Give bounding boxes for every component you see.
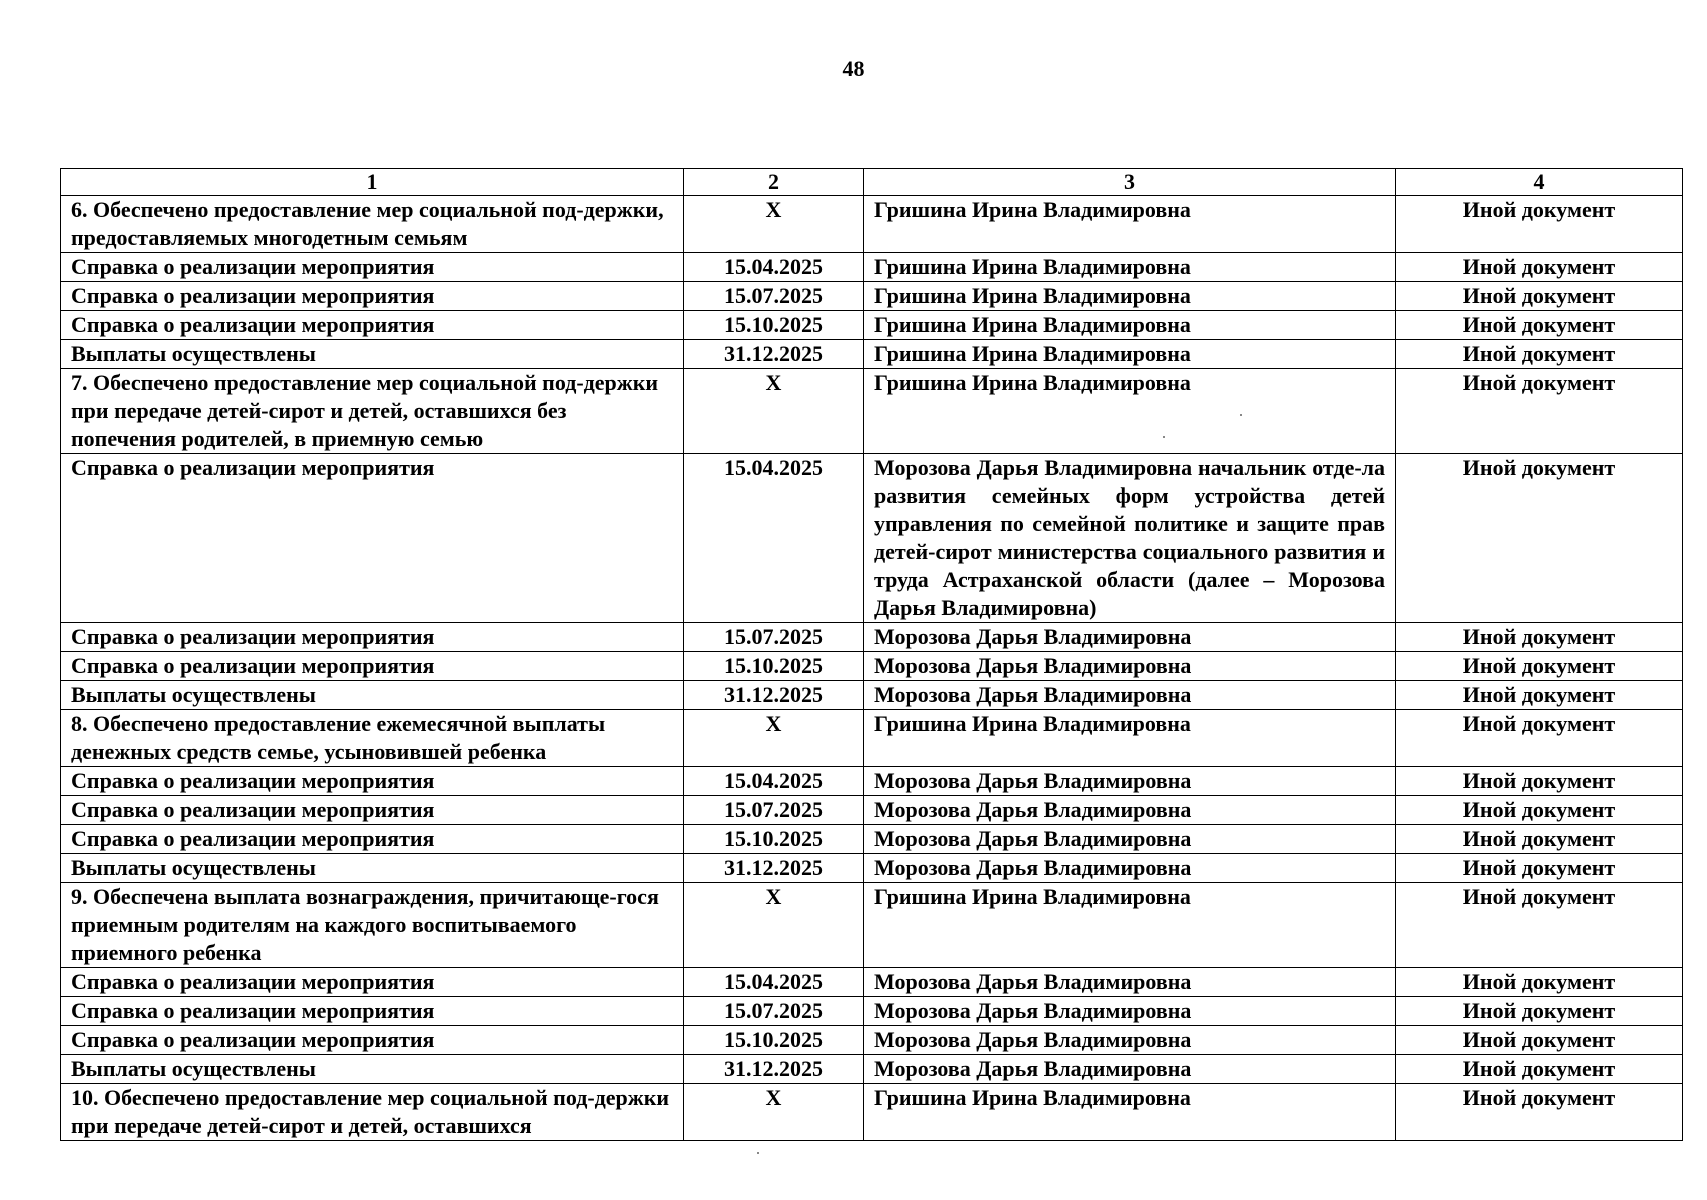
responsible-cell: Морозова Дарья Владимировна [864, 997, 1396, 1026]
document-type-cell: Иной документ [1396, 340, 1683, 369]
document-type-cell: Иной документ [1396, 454, 1683, 623]
table-row [61, 311, 1683, 340]
date-cell: 15.10.2025 [684, 652, 864, 681]
responsible-cell: Морозова Дарья Владимировна [864, 825, 1396, 854]
table-row [61, 454, 1683, 623]
date-cell: 15.07.2025 [684, 796, 864, 825]
date-cell: 15.04.2025 [684, 968, 864, 997]
table-row [61, 681, 1683, 710]
scan-speck [1240, 414, 1242, 416]
page-number: 48 [842, 56, 865, 81]
responsible-cell: Гришина Ирина Владимировна [864, 196, 1396, 253]
date-cell: X [684, 710, 864, 767]
table-row [61, 652, 1683, 681]
responsible-cell: Гришина Ирина Владимировна [864, 282, 1396, 311]
event-cell: Справка о реализации мероприятия [61, 454, 684, 623]
table-row [61, 997, 1683, 1026]
event-cell: Справка о реализации мероприятия [61, 767, 684, 796]
document-type-cell: Иной документ [1396, 1084, 1683, 1141]
document-type-cell: Иной документ [1396, 369, 1683, 454]
document-type-cell: Иной документ [1396, 311, 1683, 340]
event-cell: 7. Обеспечено предоставление мер социальной под-держки при передаче детей-сирот и детей, оставшихся без попечения родителей, в приемную семью [61, 369, 684, 454]
document-type-cell: Иной документ [1396, 681, 1683, 710]
table-row [61, 1055, 1683, 1084]
date-cell: 31.12.2025 [684, 681, 864, 710]
column-number: 2 [684, 169, 864, 196]
event-cell: Справка о реализации мероприятия [61, 1026, 684, 1055]
date-cell: 15.04.2025 [684, 253, 864, 282]
responsible-cell: Гришина Ирина Владимировна [864, 1084, 1396, 1141]
document-type-cell: Иной документ [1396, 710, 1683, 767]
responsible-cell: Морозова Дарья Владимировна начальник отде-ла развития семейных форм устройства детей управления по семейной политике и защите прав детей-сирот министерства социального развития и труда Астраханской области (далее – Морозова Дарья Владимировна) [864, 454, 1396, 623]
date-cell: 15.04.2025 [684, 454, 864, 623]
event-cell: Справка о реализации мероприятия [61, 623, 684, 652]
date-cell: 31.12.2025 [684, 340, 864, 369]
scan-speck [1163, 436, 1165, 438]
date-cell: 15.07.2025 [684, 623, 864, 652]
table-row [61, 282, 1683, 311]
event-cell: Выплаты осуществлены [61, 1055, 684, 1084]
event-cell: Справка о реализации мероприятия [61, 652, 684, 681]
responsible-cell: Гришина Ирина Владимировна [864, 883, 1396, 968]
event-cell: Справка о реализации мероприятия [61, 825, 684, 854]
date-cell: X [684, 369, 864, 454]
document-type-cell: Иной документ [1396, 196, 1683, 253]
responsible-cell: Морозова Дарья Владимировна [864, 652, 1396, 681]
table-row [61, 854, 1683, 883]
responsible-cell: Гришина Ирина Владимировна [864, 311, 1396, 340]
responsible-cell: Морозова Дарья Владимировна [864, 1026, 1396, 1055]
event-cell: Справка о реализации мероприятия [61, 253, 684, 282]
date-cell: 15.07.2025 [684, 997, 864, 1026]
document-type-cell: Иной документ [1396, 1055, 1683, 1084]
table-row [61, 796, 1683, 825]
event-cell: Справка о реализации мероприятия [61, 311, 684, 340]
date-cell: 15.04.2025 [684, 767, 864, 796]
document-type-cell: Иной документ [1396, 997, 1683, 1026]
date-cell: X [684, 1084, 864, 1141]
table-row [61, 369, 1683, 454]
table-row [61, 623, 1683, 652]
event-cell: Справка о реализации мероприятия [61, 997, 684, 1026]
date-cell: 15.07.2025 [684, 282, 864, 311]
document-type-cell: Иной документ [1396, 1026, 1683, 1055]
table-row [61, 825, 1683, 854]
table-row [61, 340, 1683, 369]
date-cell: 15.10.2025 [684, 311, 864, 340]
date-cell: 31.12.2025 [684, 854, 864, 883]
document-type-cell: Иной документ [1396, 623, 1683, 652]
table-row [61, 1026, 1683, 1055]
document-type-cell: Иной документ [1396, 854, 1683, 883]
table-row [61, 1084, 1683, 1141]
responsible-cell: Гришина Ирина Владимировна [864, 710, 1396, 767]
responsible-cell: Гришина Ирина Владимировна [864, 340, 1396, 369]
date-cell: 15.10.2025 [684, 1026, 864, 1055]
event-cell: Справка о реализации мероприятия [61, 282, 684, 311]
table-row [61, 968, 1683, 997]
responsible-cell: Морозова Дарья Владимировна [864, 767, 1396, 796]
table-row [61, 767, 1683, 796]
responsible-cell: Морозова Дарья Владимировна [864, 968, 1396, 997]
event-cell: Выплаты осуществлены [61, 854, 684, 883]
table-row [61, 196, 1683, 253]
table-body [61, 196, 1683, 1141]
document-type-cell: Иной документ [1396, 968, 1683, 997]
event-cell: 10. Обеспечено предоставление мер социальной под-держки при передаче детей-сирот и детей, оставшихся [61, 1084, 684, 1141]
table-row [61, 710, 1683, 767]
document-type-cell: Иной документ [1396, 825, 1683, 854]
event-cell: 6. Обеспечено предоставление мер социальной под-держки, предоставляемых многодетным семьям [61, 196, 684, 253]
table-row [61, 253, 1683, 282]
responsible-cell: Морозова Дарья Владимировна [864, 796, 1396, 825]
responsible-cell: Гришина Ирина Владимировна [864, 369, 1396, 454]
event-cell: Выплаты осуществлены [61, 681, 684, 710]
document-type-cell: Иной документ [1396, 652, 1683, 681]
event-cell: Выплаты осуществлены [61, 340, 684, 369]
date-cell: X [684, 883, 864, 968]
table-row [61, 883, 1683, 968]
event-cell: Справка о реализации мероприятия [61, 796, 684, 825]
date-cell: X [684, 196, 864, 253]
event-cell: 8. Обеспечено предоставление ежемесячной выплаты денежных средств семье, усыновившей ребенка [61, 710, 684, 767]
document-type-cell: Иной документ [1396, 282, 1683, 311]
column-number: 1 [61, 169, 684, 196]
document-type-cell: Иной документ [1396, 883, 1683, 968]
document-type-cell: Иной документ [1396, 796, 1683, 825]
responsible-cell: Гришина Ирина Владимировна [864, 253, 1396, 282]
responsible-cell: Морозова Дарья Владимировна [864, 623, 1396, 652]
date-cell: 31.12.2025 [684, 1055, 864, 1084]
date-cell: 15.10.2025 [684, 825, 864, 854]
scan-speck [757, 1152, 759, 1154]
responsible-cell: Морозова Дарья Владимировна [864, 681, 1396, 710]
event-cell: 9. Обеспечена выплата вознаграждения, причитающе-гося приемным родителям на каждого воспитываемого приемного ребенка [61, 883, 684, 968]
responsible-cell: Морозова Дарья Владимировна [864, 1055, 1396, 1084]
column-number: 3 [864, 169, 1396, 196]
document-type-cell: Иной документ [1396, 767, 1683, 796]
event-cell: Справка о реализации мероприятия [61, 968, 684, 997]
responsible-cell: Морозова Дарья Владимировна [864, 854, 1396, 883]
control-points-table [60, 168, 1683, 1141]
document-type-cell: Иной документ [1396, 253, 1683, 282]
column-number: 4 [1396, 169, 1683, 196]
table-header-row [61, 169, 1683, 196]
